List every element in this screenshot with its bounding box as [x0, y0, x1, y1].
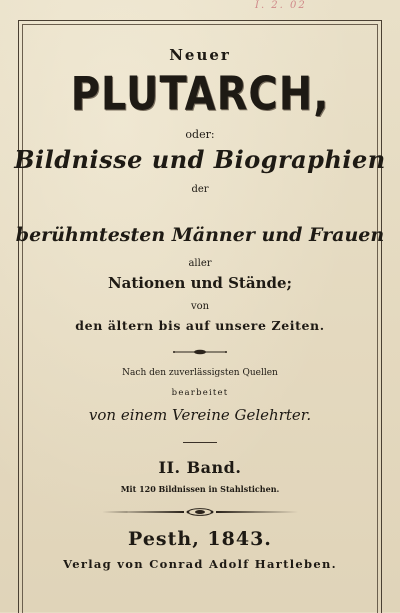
title-plutarch: PLUTARCH, [70, 68, 330, 121]
subtitle-von: von [190, 301, 210, 312]
library-mark: I. 2. 02 [255, 0, 307, 11]
subtitle-zeiten: den ältern bis auf unsere Zeiten. [75, 318, 325, 333]
volume-label: II. Band. [158, 458, 242, 477]
source-note: Nach den zuverlässigsten Quellen [122, 368, 278, 378]
imprint-place-year: Pesth, 1843. [128, 528, 272, 550]
title-oder: oder: [185, 128, 215, 141]
ornament-divider-small [172, 348, 228, 356]
subtitle-beruehmtesten: berühmtesten Männer und Frauen [15, 224, 385, 246]
subtitle-aller: aller [188, 258, 212, 269]
illustrations-note: Mit 120 Bildnissen in Stahlstichen. [120, 484, 280, 494]
subtitle-nationen: Nationen und Stände; [107, 274, 293, 292]
imprint-publisher: Verlag von Conrad Adolf Hartleben. [63, 557, 337, 571]
editor-line: von einem Vereine Gelehrter. [88, 406, 312, 424]
title-neuer: Neuer [169, 46, 231, 64]
short-rule [183, 442, 217, 443]
ornament-divider-large [100, 507, 300, 517]
subtitle-der: der [191, 184, 209, 195]
subtitle-bildnisse: Bildnisse und Biographien [14, 145, 386, 174]
edited-note: bearbeitet [171, 388, 229, 398]
